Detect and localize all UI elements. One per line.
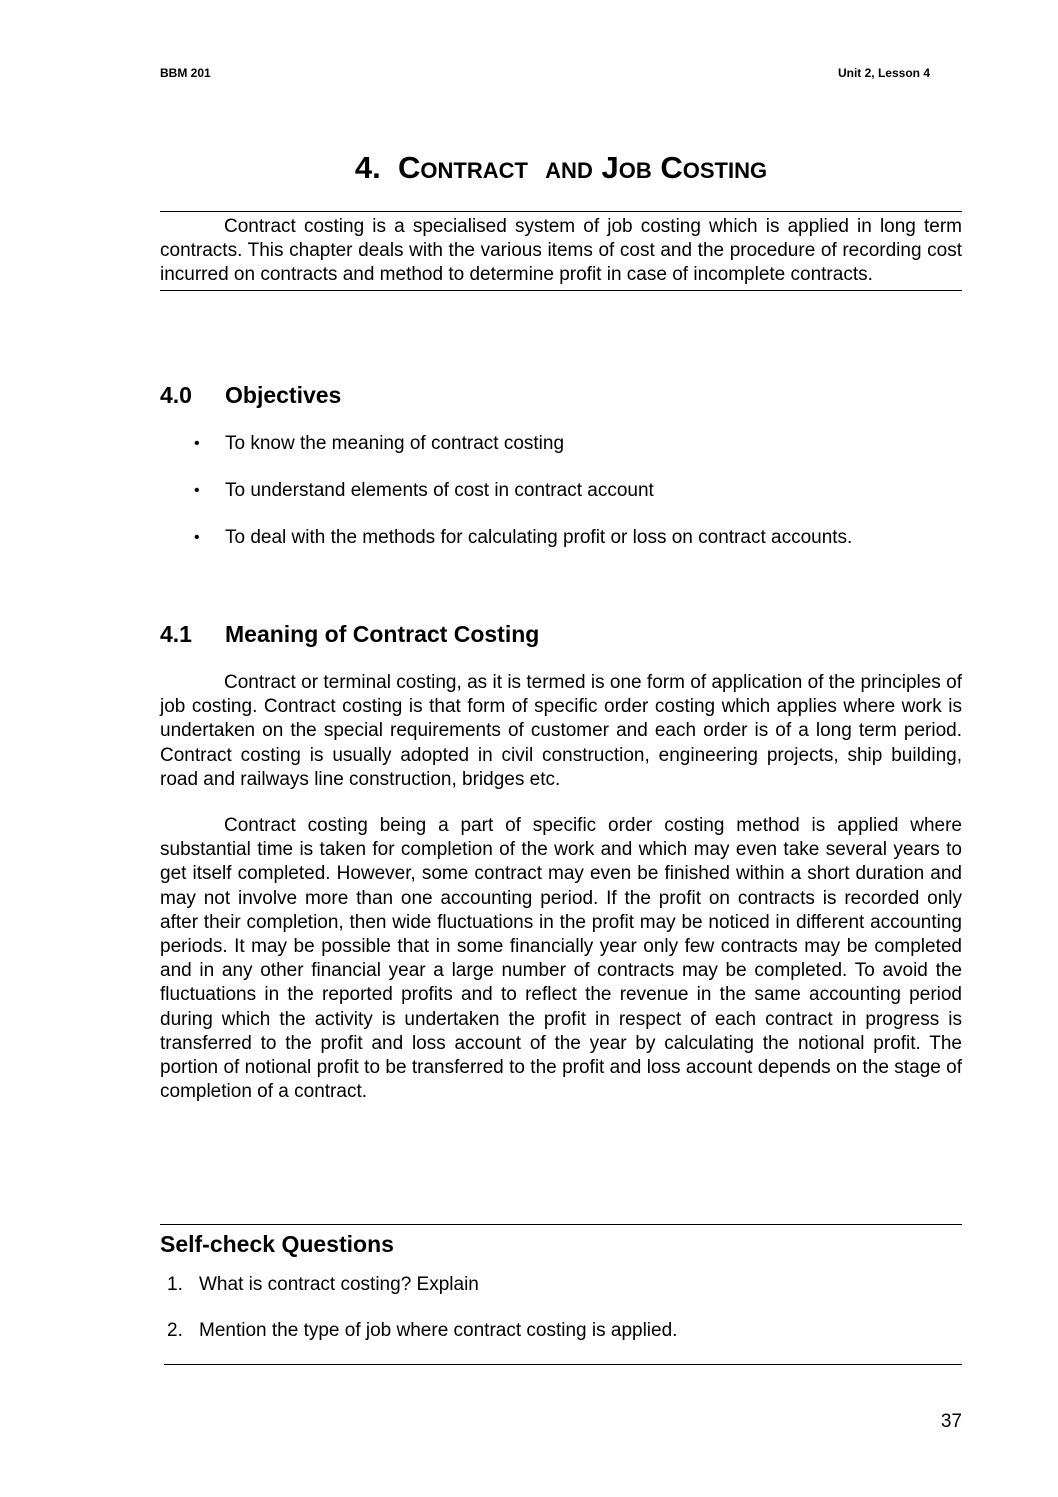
section-title: Meaning of Contract Costing	[225, 621, 540, 647]
objective-text: To deal with the methods for calculating profit or loss on contract accounts.	[225, 527, 853, 548]
list-item	[160, 431, 962, 457]
body-paragraph: Contract costing being a part of specific order costing method is applied where substantial time is taken for completion of the work and which may even take several years to get itself completed. However, some contract may even be finished within a short duration and may not involve more than one accounting period. If the profit on contracts is recorded only after their completion, then wide fluctuations in the profit may be noticed in different accounting periods. It may be possible that in some financially year only few contracts may be completed and in any other financial year a large number of contracts may be completed. To avoid the fluctuations in the reported profits and to reflect the revenue in the same accounting period during which the activity is undertaken the profit in respect of each contract in progress is transferred to the profit and loss account of the year by calculating the notional profit. The portion of notional profit to be transferred to the profit and loss account depends on the stage of completion of a contract.	[160, 815, 962, 1103]
self-check-questions	[160, 1272, 962, 1344]
chapter-number: 4.	[354, 150, 381, 185]
page-number: 37	[940, 1411, 962, 1432]
chapter-title	[160, 150, 962, 186]
self-check-box	[160, 1224, 962, 1364]
objective-text: To know the meaning of contract costing	[225, 433, 565, 454]
body-paragraph: Contract or terminal costing, as it is termed is one form of application of the principles of job costing. Contract costing is that form of specific order costing which applies where work is undertaken on the special requirements of customer and each order is of a long term period. Contract costing is usually adopted in civil construction, engineering projects, ship building, road and railways line construction, bridges etc.	[160, 672, 962, 790]
bullet-icon: •	[194, 435, 200, 452]
section-heading-objectives	[160, 382, 341, 409]
list-item	[160, 525, 962, 551]
chapter-intro-box	[160, 211, 962, 291]
bullet-icon: •	[194, 482, 200, 499]
bullet-icon: •	[194, 529, 200, 546]
list-item	[160, 478, 962, 504]
objectives-list	[160, 431, 962, 572]
question-number: 2.	[167, 1320, 183, 1341]
unit-lesson: Unit 2, Lesson 4	[837, 66, 930, 80]
objective-text: To understand elements of cost in contract account	[225, 480, 654, 501]
self-check-bottom-rule	[164, 1364, 962, 1365]
question-text: Mention the type of job where contract costing is applied.	[199, 1320, 678, 1341]
intro-paragraph: Contract costing is a specialised system of job costing which is applied in long term contracts. This chapter deals with the various items of cost and the procedure of recording cost incurred on contracts and method to determine profit in case of incomplete contracts.	[160, 216, 962, 286]
section-number: 4.1	[160, 621, 192, 647]
chapter-title-word: Costing	[660, 150, 768, 185]
question-text: What is contract costing? Explain	[199, 1274, 479, 1295]
section-number: 4.0	[160, 382, 192, 408]
course-code: BBM 201	[160, 66, 211, 80]
self-check-heading: Self-check Questions	[160, 1231, 394, 1257]
section-title: Objectives	[225, 382, 342, 408]
chapter-title-word: Job	[601, 150, 652, 185]
chapter-title-word: Contract	[398, 150, 528, 185]
meaning-section-body	[160, 671, 962, 1104]
running-header	[160, 66, 962, 82]
document-page	[160, 0, 962, 1497]
section-heading-meaning	[160, 621, 539, 648]
chapter-title-word: and	[545, 150, 593, 185]
list-item	[160, 1272, 962, 1298]
question-number: 1.	[167, 1274, 183, 1295]
list-item	[160, 1318, 962, 1344]
